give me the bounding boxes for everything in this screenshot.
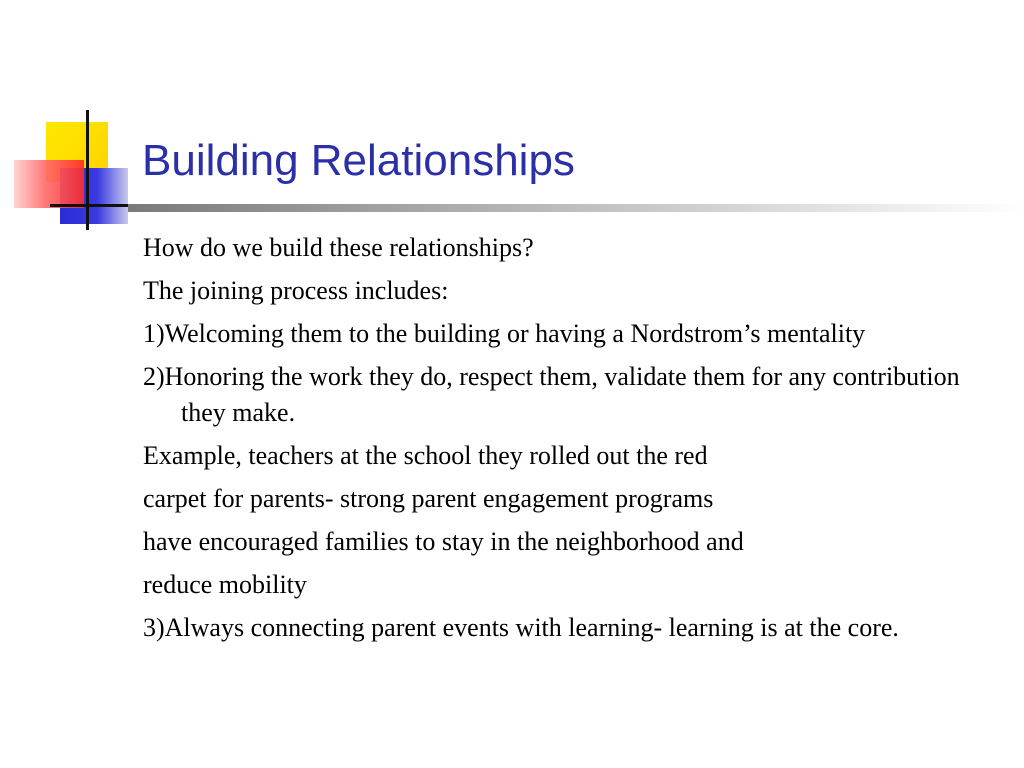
body-paragraph: reduce mobility [143, 570, 307, 599]
body-paragraph: Example, teachers at the school they rolled out the red [143, 441, 708, 470]
list-item: 1)Welcoming them to the building or having a Nordstrom’s mentality [143, 319, 866, 348]
slide-body [143, 230, 993, 653]
red-square-decoration [14, 160, 84, 208]
vertical-line-decoration [86, 110, 89, 230]
list-item: 3)Always connecting parent events with learning- learning is at the core. [143, 613, 899, 642]
slide-title: Building Relationships [142, 136, 575, 185]
body-paragraph: The joining process includes: [143, 276, 449, 305]
title-underline-rule [128, 204, 1024, 212]
list-item: 2)Honoring the work they do, respect them, validate them for any contribution they make. [143, 362, 960, 427]
body-paragraph: carpet for parents- strong parent engagement programs [143, 484, 714, 513]
horizontal-line-decoration [50, 204, 140, 207]
body-paragraph: How do we build these relationships? [143, 233, 534, 262]
body-paragraph: have encouraged families to stay in the neighborhood and [143, 527, 744, 556]
